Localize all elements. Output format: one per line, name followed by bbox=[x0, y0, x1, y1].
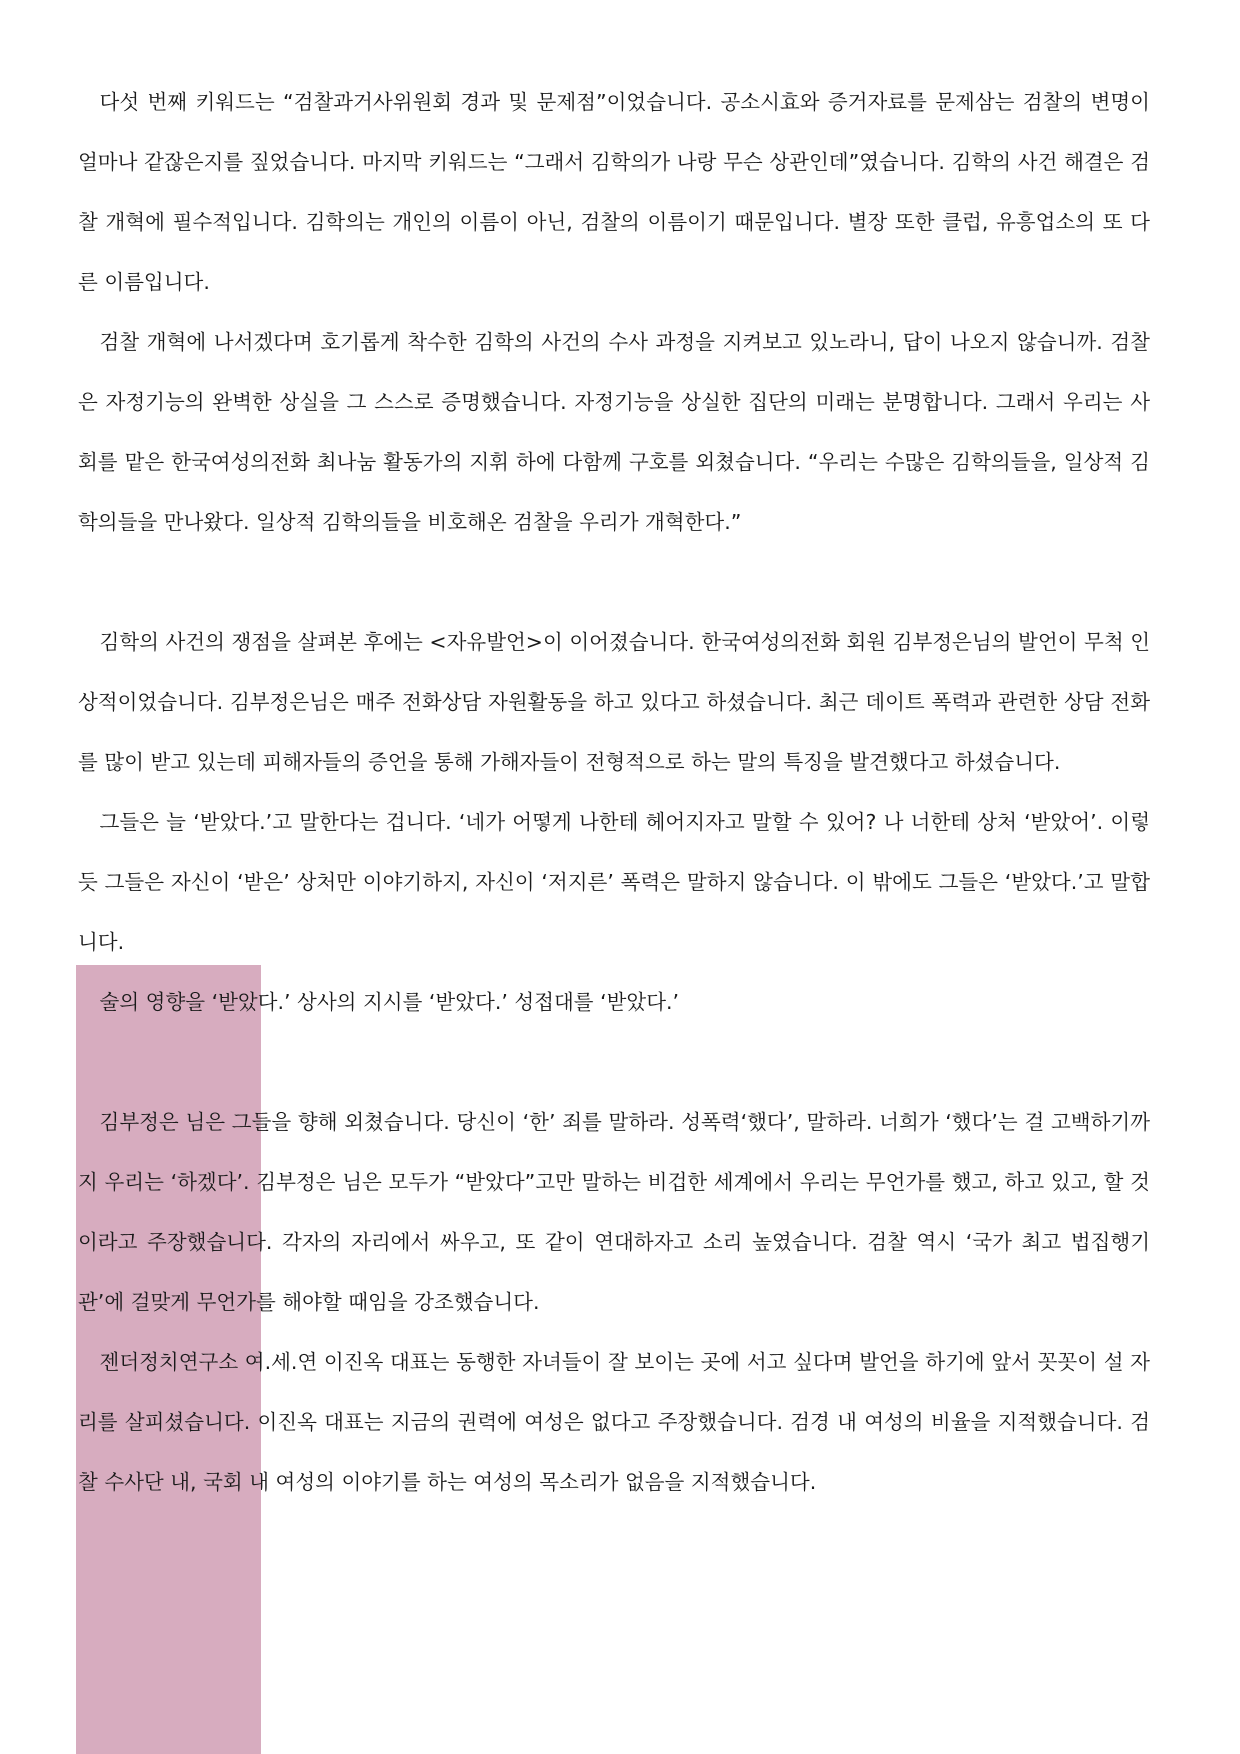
paragraph-received-examples: 술의 영향을 ‘받았다.’ 상사의 지시를 ‘받았다.’ 성접대를 ‘받았다.’ bbox=[99, 990, 680, 1014]
paragraph-received: 그들은 늘 ‘받았다.’고 말한다는 겁니다. ‘네가 어떻게 나한테 헤어지자고 말할 수 있어? 나 너한테 상처 ‘받았어’. 이렇듯 그들은 자신이 ‘받은’ 상처만 이야기하지, 자신이 ‘저지른’ 폭력은 말하지 않습니다. 이 밖에도 그들은 ‘받았다.’고 말합니다. bbox=[78, 810, 1151, 954]
document-body bbox=[78, 72, 1150, 1512]
paragraph-free-speech: 김학의 사건의 쟁점을 살펴본 후에는 <자유발언>이 이어졌습니다. 한국여성의전화 회원 김부정은님의 발언이 무척 인상적이었습니다. 김부정은님은 매주 전화상담 자원활동을 하고 있다고 하셨습니다. 최근 데이트 폭력과 관련한 상담 전화를 많이 받고 있는데 피해자들의 증언을 통해 가해자들이 전형적으로 하는 말의 특징을 발견했다고 하셨습니다. bbox=[78, 630, 1150, 774]
paragraph-gap bbox=[78, 1032, 1150, 1092]
paragraph-gap bbox=[78, 552, 1150, 612]
paragraph-prosecution-reform: 검찰 개혁에 나서겠다며 호기롭게 착수한 김학의 사건의 수사 과정을 지켜보고 있노라니, 답이 나오지 않습니까. 검찰은 자정기능의 완벽한 상실을 그 스스로 증명했습니다. 자정기능을 상실한 집단의 미래는 분명합니다. 그래서 우리는 사회를 맡은 한국여성의전화 최나눔 활동가의 지휘 하에 다함께 구호를 외쳤습니다. “우리는 수많은 김학의들을, 일상적 김학의들을 만나왔다. 일상적 김학의들을 비호해온 검찰을 우리가 개혁한다.” bbox=[78, 330, 1150, 534]
paragraph-keywords: 다섯 번째 키워드는 “검찰과거사위원회 경과 및 문제점”이었습니다. 공소시효와 증거자료를 문제삼는 검찰의 변명이 얼마나 같잖은지를 짚었습니다. 마지막 키워드는 “그래서 김학의가 나랑 무슨 상관인데”였습니다. 김학의 사건 해결은 검찰 개혁에 필수적입니다. 김학의는 개인의 이름이 아닌, 검찰의 이름이기 때문입니다. 별장 또한 클럽, 유흥업소의 또 다른 이름입니다. bbox=[78, 90, 1150, 294]
paragraph-gender-politics: 젠더정치연구소 여.세.연 이진옥 대표는 동행한 자녀들이 잘 보이는 곳에 서고 싶다며 발언을 하기에 앞서 꼿꼿이 설 자리를 살피셨습니다. 이진옥 대표는 지금의 권력에 여성은 없다고 주장했습니다. 검경 내 여성의 비율을 지적했습니다. 검찰 수사단 내, 국회 내 여성의 이야기를 하는 여성의 목소리가 없음을 지적했습니다. bbox=[78, 1350, 1150, 1494]
paragraph-shout: 김부정은 님은 그들을 향해 외쳤습니다. 당신이 ‘한’ 죄를 말하라. 성폭력‘했다’, 말하라. 너희가 ‘했다’는 걸 고백하기까지 우리는 ‘하겠다’. 김부정은 님은 모두가 “받았다”고만 말하는 비겁한 세계에서 우리는 무언가를 했고, 하고 있고, 할 것이라고 주장했습니다. 각자의 자리에서 싸우고, 또 같이 연대하자고 소리 높였습니다. 검찰 역시 ‘국가 최고 법집행기관’에 걸맞게 무언가를 해야할 때임을 강조했습니다. bbox=[78, 1110, 1150, 1314]
